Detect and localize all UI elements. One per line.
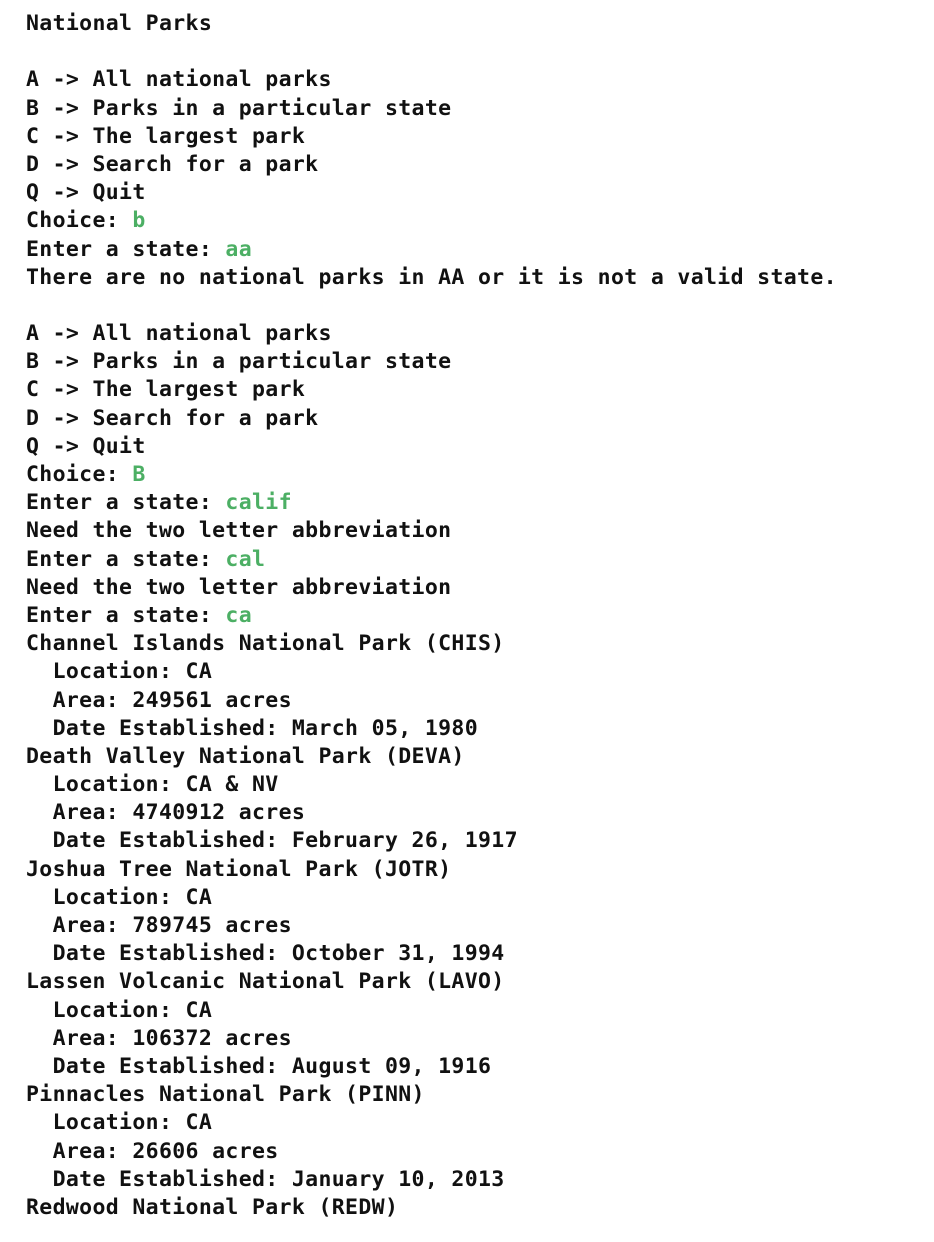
line-text: Death Valley National Park (DEVA) [26,743,465,769]
prompt-line [26,546,926,574]
menu-option-line [26,179,926,207]
user-input-text: calif [225,490,292,516]
output-message-line [26,574,926,602]
user-input-text: aa [225,236,253,262]
menu-option-line [26,376,926,404]
park-detail-line [26,799,926,827]
park-detail-line [26,1025,926,1053]
line-text: Location: CA [26,659,213,685]
park-detail-line [26,912,926,940]
menu-option-line [26,123,926,151]
menu-option-line [26,66,926,94]
park-name-line [26,1194,926,1222]
line-text: Choice: [26,208,133,234]
blank-line [26,292,926,320]
park-detail-line [26,940,926,968]
prompt-line [26,602,926,630]
line-text: There are no national parks in AA or it is not a valid state. [26,264,837,290]
line-text: Channel Islands National Park (CHIS) [26,631,505,657]
line-text: Redwood National Park (REDW) [26,1194,399,1220]
blank-line [26,38,926,66]
line-text: Area: 26606 acres [26,1138,279,1164]
user-input-text: ca [225,602,253,628]
park-name-line [26,743,926,771]
user-input-text: b [132,208,146,234]
line-text: Location: CA & NV [26,772,279,798]
line-text: C -> The largest park [26,123,306,149]
menu-option-line [26,405,926,433]
line-text: Lassen Volcanic National Park (LAVO) [26,969,505,995]
line-text: Pinnacles National Park (PINN) [26,1082,425,1108]
line-text: C -> The largest park [26,377,306,403]
park-detail-line [26,658,926,686]
line-text: Location: CA [26,997,213,1023]
menu-option-line [26,320,926,348]
line-text: D -> Search for a park [26,151,319,177]
line-text: Area: 789745 acres [26,913,292,938]
line-text: Location: CA [26,1110,213,1136]
park-detail-line [26,687,926,715]
line-text: D -> Search for a park [26,405,319,431]
user-input-text: B [132,462,146,487]
line-text: Enter a state: [26,236,226,262]
line-text: Area: 4740912 acres [26,800,306,826]
output-message-line [26,517,926,545]
line-text: A -> All national parks [26,321,332,347]
user-input-text: cal [225,546,266,572]
prompt-line [26,207,926,235]
park-detail-line [26,1109,926,1137]
park-name-line [26,968,926,996]
line-text: Area: 249561 acres [26,687,292,713]
line-text: Date Established: February 26, 1917 [26,828,518,854]
park-detail-line [26,715,926,743]
prompt-line [26,489,926,517]
prompt-line [26,461,926,489]
park-detail-line [26,827,926,855]
line-text: Joshua Tree National Park (JOTR) [26,856,452,882]
line-text: B -> Parks in a particular state [26,349,452,375]
line-text: Need the two letter abbreviation [26,574,452,600]
line-text: B -> Parks in a particular state [26,95,452,121]
park-detail-line [26,997,926,1025]
menu-option-line [26,95,926,123]
park-detail-line [26,884,926,912]
menu-option-line [26,151,926,179]
line-text: Date Established: October 31, 1994 [26,941,505,967]
menu-option-line [26,433,926,461]
park-name-line [26,630,926,658]
line-text: Date Established: August 09, 1916 [26,1053,492,1079]
line-text: Q -> Quit [26,180,146,206]
line-text: Enter a state: [26,602,226,628]
line-text: National Parks [26,11,213,36]
park-detail-line [26,1138,926,1166]
prompt-line [26,236,926,264]
output-message-line [26,264,926,292]
line-text: Enter a state: [26,490,226,516]
line-text: Date Established: January 10, 2013 [26,1166,505,1192]
line-text: Location: CA [26,884,213,910]
park-detail-line [26,1053,926,1081]
line-text: Need the two letter abbreviation [26,518,452,544]
line-text: A -> All national parks [26,67,332,93]
park-detail-line [26,1166,926,1194]
park-detail-line [26,771,926,799]
line-text: Q -> Quit [26,433,146,459]
park-name-line [26,1081,926,1109]
line-text: Area: 106372 acres [26,1025,292,1051]
line-text: Date Established: March 05, 1980 [26,715,478,741]
line-text: Enter a state: [26,546,226,572]
park-name-line [26,856,926,884]
terminal-output [26,10,926,1222]
program-title [26,10,926,38]
line-text: Choice: [26,462,133,487]
menu-option-line [26,348,926,376]
